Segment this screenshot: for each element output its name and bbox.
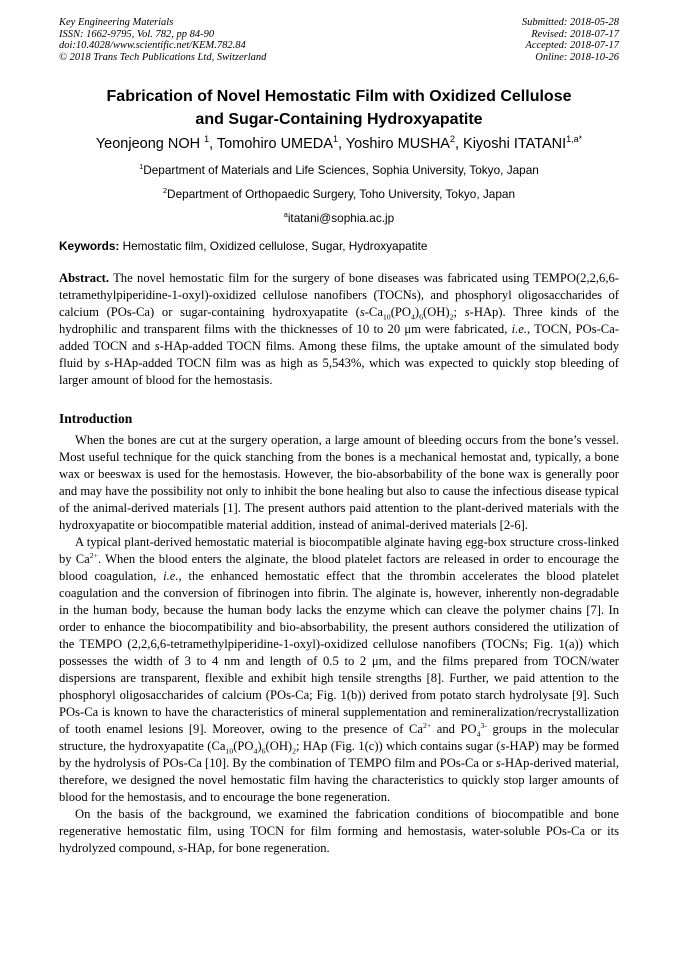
submission-dates-block bbox=[522, 17, 619, 63]
intro-paragraph-2: A typical plant-derived hemostatic material is biocompatible alginate having egg-box structure cross-linked by $Ca^{2+}$. When the blood enters the alginate, the blood platelet factors are released in order to encourage the blood coagulation, i.e., the enhanced hemostatic effect that the thrombin accelerates the blood platelet coagulation and the conversion of fibrinogen into fibrin. The alginate is, however, inherently non-degradable in the human body, because the human body lacks the enzyme which can cleave the polymer chains [7]. In order to enhance the biocompatibility and bio-absorbability, the present authors considered the utilization of the TEMPO (2,2,6,6-tetramethylpiperidine-1-oxyl)-oxidized cellulose nanofibers (TOCNs; Fig. 1(a)) which possesses the width of 3 to 4 nm and length of 0.5 to 2 μm, and the films prepared from TOCN/water dispersions are transparent, flexible and exhibit high tensile strengths [8]. Further, we paid attention to the phosphoryl oligosaccharides of calcium (POs-Ca; Fig. 1(b)) derived from potato starch hydrolysate [9]. Such POs-Ca is known to have the characteristics of mineral supplementation and remineralization/recrystallization of tooth enamel lesions [9]. Moreover, owing to the presence of $Ca^{2+}$ and $PO_4^{3-}$ groups in the molecular structure, the hydroxyapatite ($Ca_{10}(PO_4)_6(OH)_2$; HAp (Fig. 1(c)) which contains sugar (s-HAP) may be formed by the hydrolysis of POs-Ca [10]. By the combination of TEMPO film and POs-Ca or s-HAp-derived material, therefore, we designed the novel hemostatic film having the characteristics to quickly stop larger amounts of blood for the hemostasis, and to encourage the bone regeneration. bbox=[59, 535, 620, 804]
intro-paragraph-1: When the bones are cut at the surgery operation, a large amount of bleeding occurs from the bone’s vessel. Most useful technique for the quick stanching from the bones is a mechanical hemostat and, typically, a bone wax or beeswax is used for the hemostasis. However, the bio-absorbability of the bone wax is generally poor and may have the possibility not only to inhibit the bone healing but also to cause the infectious disease typical of the animal-derived materials [1]. The present authors paid attention to the plant-derived materials with the hydroxyapatite or biocompatible material addition, instead of animal-derived materials [2-6]. bbox=[59, 433, 619, 532]
journal-copyright: © 2018 Trans Tech Publications Ltd, Switzerland bbox=[59, 51, 267, 63]
keywords-line: Keywords: Hemostatic film, Oxidized cellulose, Sugar, Hydroxyapatite bbox=[59, 239, 428, 253]
abstract-paragraph: Abstract. The novel hemostatic film for the surgery of bone diseases was fabricated using TEMPO(2,2,6,6- tetramethylpiperidine-1-oxyl)-oxidized cellulose nanofibers (TOCNs), and phosphoryl oligosaccharides of calcium (POs-Ca) or sugar-containing hydroxyapatite ($s-Ca_{10}(PO_4)_6(OH)_2$; s-HAp). Three kinds of the hydrophilic and transparent films with the thicknesses of 10 to 20 μm were fabricated, i.e., TOCN, POs-Ca-added TOCN and s-HAp-added TOCN films. Among these films, the uptake amount of the simulated body fluid by s-HAp-added TOCN film was as high as 5,543%, which was expected to quickly stop bleeding of larger amount of blood for the hemostasis. bbox=[59, 271, 620, 387]
journal-name: Key Engineering Materials bbox=[59, 17, 174, 28]
accepted-date: Accepted: 2018-07-17 bbox=[525, 40, 619, 51]
paper-title: Fabrication of Novel Hemostatic Film with Oxidized Cellulose and Sugar-Containing Hydroxyapatite bbox=[106, 88, 572, 128]
journal-header bbox=[59, 17, 619, 63]
affiliation-1: $^1$Department of Materials and Life Sciences, Sophia University, Tokyo, Japan bbox=[139, 162, 539, 177]
online-date: Online: 2018-10-26 bbox=[535, 51, 619, 63]
journal-doi: doi:10.4028/www.scientific.net/KEM.782.84 bbox=[59, 40, 246, 51]
intro-paragraph-3: On the basis of the background, we examined the fabrication conditions of biocompatible and bone regenerative hemostatic film, using TOCN for film forming and hemostasis, water-soluble POs-Ca or its hydrolyzed compound, s-HAp, for bone regeneration. bbox=[59, 807, 619, 855]
section-heading-introduction: Introduction bbox=[59, 411, 133, 426]
authors-line: Yeonjeong NOH $^1$, Tomohiro UMEDA$^1$, Yoshiro MUSHA$^2$, Kiyoshi $ITATANI^{1,a*}$ bbox=[95, 134, 583, 152]
submitted-date: Submitted: 2018-05-28 bbox=[521, 17, 619, 28]
author-email: $^a$itatani@sophia.ac.jp bbox=[283, 210, 395, 225]
affiliation-2: $^2$Department of Orthopaedic Surgery, Toho University, Tokyo, Japan bbox=[162, 186, 516, 201]
revised-date: Revised: 2018-07-17 bbox=[531, 28, 619, 40]
journal-issn-volume: ISSN: 1662-9795, Vol. 782, pp 84-90 bbox=[59, 28, 215, 40]
journal-info-block bbox=[59, 17, 266, 63]
